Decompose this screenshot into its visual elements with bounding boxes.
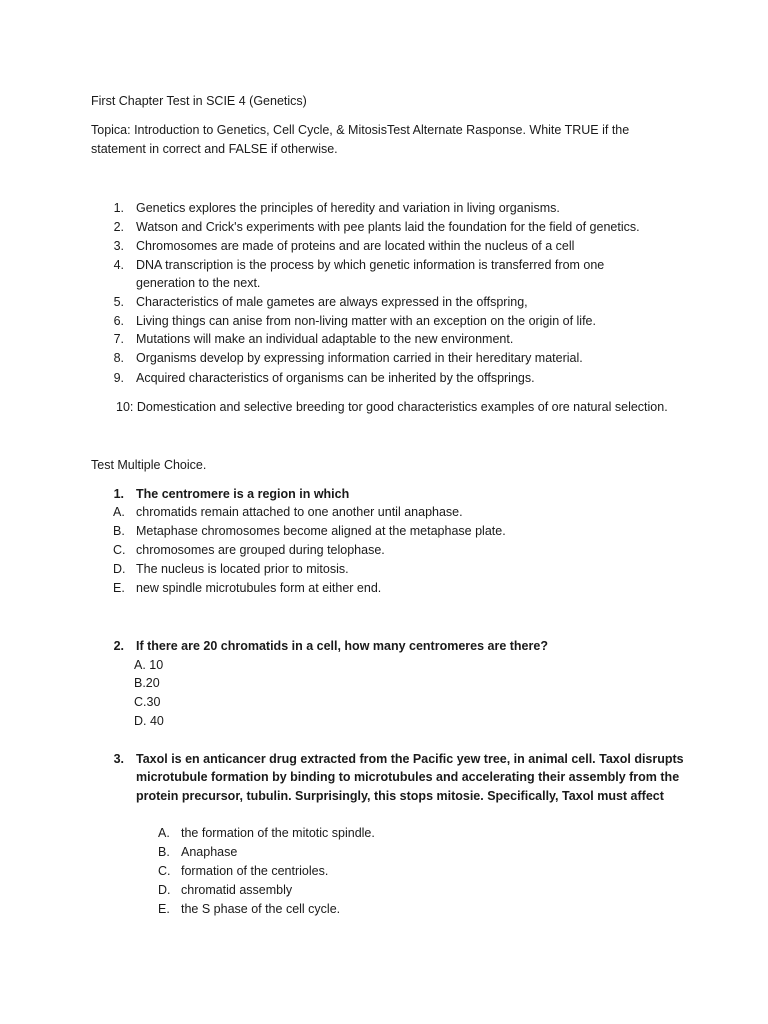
question-text-line-2: microtubule formation by binding to microtubules and accelerating their assembly from the <box>136 770 680 784</box>
option-letter: B. <box>158 845 170 859</box>
item-text: Mutations will make an individual adaptable to the new environment. <box>136 332 514 346</box>
question-number: 2. <box>113 639 124 653</box>
question-text-line-3: protein precursor, tubulin. Surprisingly, this stops mitosie. Specifically, Taxol must affect <box>136 789 664 803</box>
option-letter: E. <box>158 902 170 916</box>
option-text: new spindle microtubules form at either end. <box>136 581 382 595</box>
item-text: Living things can anise from non-living matter with an exception on the origin of life. <box>136 314 596 328</box>
question-text: If there are 20 chromatids in a cell, how many centromeres are there? <box>136 639 548 653</box>
item-text: DNA transcription is the process by which genetic information is transferred from one <box>136 258 605 272</box>
instructions-line-2: statement in correct and FALSE if otherwise. <box>91 142 338 156</box>
option-text: formation of the centrioles. <box>181 864 329 878</box>
option-text: Metaphase chromosomes become aligned at the metaphase plate. <box>136 524 506 538</box>
item-number: 6. <box>113 314 124 328</box>
option-letter: B. <box>113 524 125 538</box>
option-text: chromatid assembly <box>181 883 293 897</box>
option-text: the S phase of the cell cycle. <box>181 902 341 916</box>
option-text: Anaphase <box>181 845 238 859</box>
option-text: B.20 <box>134 676 160 690</box>
option-text: C.30 <box>134 695 161 709</box>
option-letter: A. <box>113 505 125 519</box>
test-title: First Chapter Test in SCIE 4 (Genetics) <box>91 94 307 108</box>
item-number: 4. <box>113 258 124 272</box>
list-item-10: 10: Domestication and selective breeding tor good characteristics examples of ore natural selection. <box>116 400 668 414</box>
option-letter: C. <box>158 864 171 878</box>
item-text: Chromosomes are made of proteins and are located within the nucleus of a cell <box>136 239 575 253</box>
option-letter: D. <box>158 883 171 897</box>
item-text-continued: generation to the next. <box>136 276 261 290</box>
instructions-line-1: Topica: Introduction to Genetics, Cell Cycle, & MitosisTest Alternate Rasponse. White TRUE if the <box>91 123 630 137</box>
item-text: Acquired characteristics of organisms can be inherited by the offsprings. <box>136 371 535 385</box>
option-text: chromosomes are grouped during telophase. <box>136 543 385 557</box>
option-letter: D. <box>113 562 126 576</box>
option-text: chromatids remain attached to one another until anaphase. <box>136 505 463 519</box>
option-text: D. 40 <box>134 714 164 728</box>
item-text: Organisms develop by expressing information carried in their hereditary material. <box>136 351 583 365</box>
option-text: The nucleus is located prior to mitosis. <box>136 562 349 576</box>
option-letter: A. <box>158 826 170 840</box>
item-number: 1. <box>113 201 124 215</box>
question-text: The centromere is a region in which <box>136 487 350 501</box>
option-letter: E. <box>113 581 125 595</box>
item-number: 8. <box>113 351 124 365</box>
question-text-line-1: Taxol is en anticancer drug extracted from the Pacific yew tree, in animal cell. Taxol disrupts <box>136 752 684 766</box>
item-number: 5. <box>113 295 124 309</box>
item-text: Genetics explores the principles of heredity and variation in living organisms. <box>136 201 560 215</box>
item-text: Watson and Crick's experiments with pee plants laid the foundation for the field of genetics. <box>136 220 640 234</box>
multiple-choice-heading: Test Multiple Choice. <box>91 458 207 472</box>
question-number: 1. <box>113 487 124 501</box>
item-text: Characteristics of male gametes are always expressed in the offspring, <box>136 295 528 309</box>
item-number: 2. <box>113 220 124 234</box>
question-number: 3. <box>113 752 124 766</box>
item-number: 9. <box>113 371 124 385</box>
item-number: 7. <box>113 332 124 346</box>
option-letter: C. <box>113 543 126 557</box>
option-text: the formation of the mitotic spindle. <box>181 826 375 840</box>
item-number: 3. <box>113 239 124 253</box>
option-text: A. 10 <box>134 658 164 672</box>
